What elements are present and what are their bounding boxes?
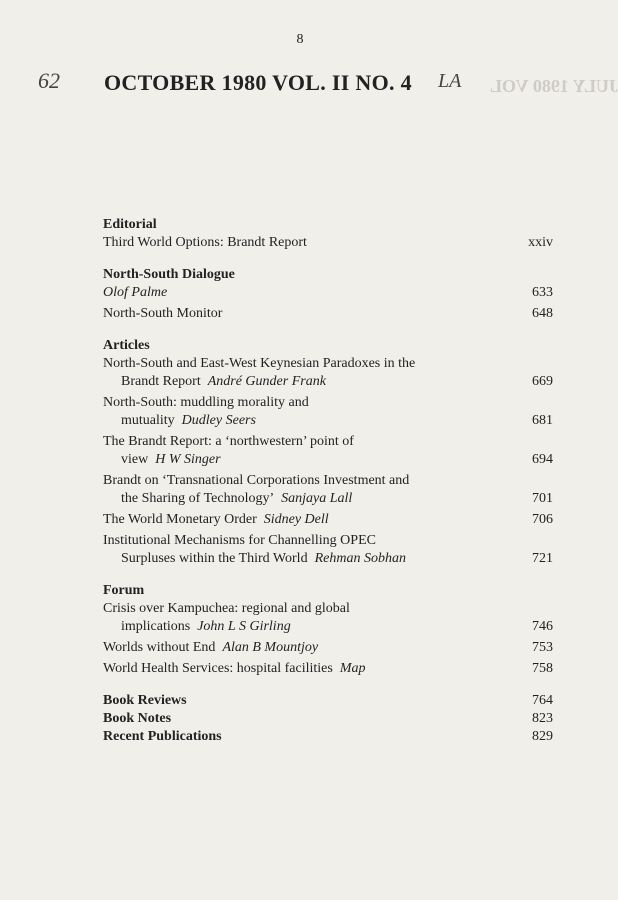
entry-page: 758	[532, 661, 553, 676]
section-editorial	[103, 216, 553, 252]
entry-page: 669	[532, 374, 553, 389]
entry-page: 681	[532, 413, 553, 428]
issue-title: OCTOBER 1980 VOL. II NO. 4	[104, 70, 412, 95]
entry-title-line1: North-South and East-West Keynesian Paradoxes in the	[103, 356, 416, 371]
entry-title-line2: implications	[121, 619, 191, 634]
page-number: 8	[296, 32, 304, 47]
entry-title-line1: Institutional Mechanisms for Channelling OPEC	[103, 533, 376, 548]
entry-author: Olof Palme	[103, 285, 168, 300]
toc-entry[interactable]	[103, 600, 553, 636]
entry-title-line2: view	[121, 452, 149, 467]
toc-entry[interactable]	[103, 639, 553, 657]
toc-entry[interactable]	[103, 472, 553, 508]
toc-entry[interactable]	[103, 305, 553, 323]
entry-title: Third World Options: Brandt Report	[103, 235, 307, 250]
section-forum	[103, 582, 553, 678]
entry-page: xxiv	[528, 235, 553, 250]
entry-author: Sanjaya Lall	[281, 491, 353, 506]
toc-entry[interactable]	[103, 660, 553, 678]
toc-entry[interactable]	[103, 511, 553, 529]
section-articles	[103, 337, 553, 568]
section-heading: Editorial	[103, 217, 157, 232]
entry-page: 701	[532, 491, 553, 506]
toc-entry[interactable]	[103, 355, 553, 391]
entry-title: World Health Services: hospital facilities	[103, 661, 333, 676]
entry-author: Sidney Dell	[263, 512, 329, 527]
entry-author: Dudley Seers	[181, 413, 256, 428]
entry-title-line2: mutuality	[121, 413, 175, 428]
toc-entry[interactable]	[103, 710, 553, 728]
entry-page: 721	[532, 551, 553, 566]
section-north-south-dialogue	[103, 266, 553, 323]
section-back-matter	[103, 692, 553, 746]
entry-title: The World Monetary Order	[103, 512, 257, 527]
entry-author: Rehman Sobhan	[314, 551, 406, 566]
toc-entry[interactable]	[103, 728, 553, 746]
entry-title-line2: Brandt Report	[121, 374, 201, 389]
entry-title-line2: the Sharing of Technology’	[121, 491, 275, 506]
entry-page: 694	[532, 452, 553, 467]
entry-page: 706	[532, 512, 553, 527]
table-of-contents	[103, 216, 553, 760]
toc-entry[interactable]	[103, 433, 553, 469]
entry-title-line1: Brandt on ‘Transnational Corporations Investment and	[103, 473, 410, 488]
entry-title: Book Reviews	[103, 693, 187, 708]
entry-page: 648	[532, 306, 553, 321]
toc-entry[interactable]	[103, 284, 553, 302]
entry-page: 823	[532, 711, 553, 726]
entry-author: H W Singer	[155, 452, 221, 467]
entry-author: Map	[339, 661, 366, 676]
handwritten-note-right: LA	[438, 70, 462, 92]
entry-author: André Gunder Frank	[207, 374, 326, 389]
section-heading: Articles	[103, 338, 150, 353]
entry-title: North-South Monitor	[103, 306, 223, 321]
toc-entry[interactable]	[103, 692, 553, 710]
bleed-through-text: JULY 1980 VOL	[490, 76, 618, 96]
entry-title-line1: North-South: muddling morality and	[103, 395, 309, 410]
entry-page: 753	[532, 640, 553, 655]
entry-title: Recent Publications	[103, 729, 222, 744]
entry-page: 829	[532, 729, 553, 744]
section-heading: North-South Dialogue	[103, 267, 235, 282]
entry-title-line1: The Brandt Report: a ‘northwestern’ point of	[103, 434, 354, 449]
entry-author: Alan B Mountjoy	[222, 640, 319, 655]
entry-page: 764	[532, 693, 553, 708]
toc-entry[interactable]	[103, 532, 553, 568]
entry-author: John L S Girling	[197, 619, 291, 634]
entry-title: Worlds without End	[103, 640, 216, 655]
toc-entry[interactable]	[103, 234, 553, 252]
entry-title-line2: Surpluses within the Third World	[121, 551, 308, 566]
entry-page: 633	[532, 285, 553, 300]
entry-title: Book Notes	[103, 711, 172, 726]
handwritten-note-left: 62	[38, 68, 60, 93]
toc-entry[interactable]	[103, 394, 553, 430]
section-heading: Forum	[103, 583, 145, 598]
entry-page: 746	[532, 619, 553, 634]
entry-title-line1: Crisis over Kampuchea: regional and global	[103, 601, 350, 616]
